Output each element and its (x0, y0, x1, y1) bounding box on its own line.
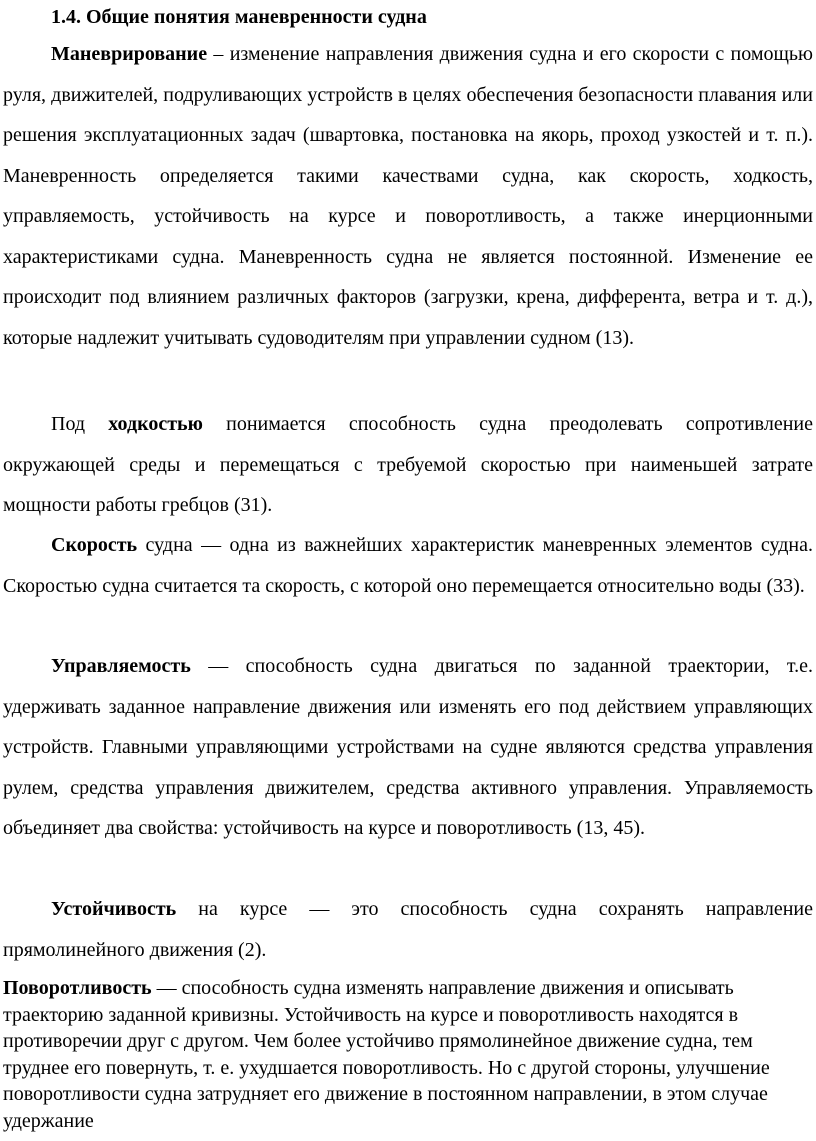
paragraph-text: — способность судна изменять направление движения и описывать траекторию заданной кривизны. Устойчивость на курсе и поворотливость находятся в противоречии друг с другом. Чем более устойчиво прямолинейное движение судна, тем труднее его повернуть, т. е. ухудшается поворотливость. Но с другой стороны, улучшение поворотливости судна затрудняет его движение в постоянном направлении, в этом случае удержание (3, 977, 770, 1132)
paragraph-speed (3, 525, 813, 606)
paragraph-maneuvering (3, 34, 813, 358)
paragraph-text: судна — одна из важнейших характеристик маневренных элементов судна. Скоростью судна считается та скорость, с которой оно перемещается относительно воды (33). (3, 534, 813, 597)
paragraph-text: понимается способность судна преодолевать сопротивление окружающей среды и перемещаться с требуемой скоростью при наименьшей затрате мощности работы гребцов (31). (3, 413, 813, 516)
term-maneuvering: Маневрирование (51, 43, 208, 65)
paragraph-turnability (3, 975, 813, 1134)
paragraph-text: – изменение направления движения судна и его скорости с помощью руля, движителей, подруливающих устройств в целях обеспечения безопасности плавания или решения эксплуатационных задач (швартовка, постановка на якорь, проход узкостей и т. п.). Маневренность определяется такими качествами судна, как скорость, ходкость, управляемость, устойчивость на курсе и поворотливость, а также инерционными характеристиками судна. Маневренность судна не является постоянной. Изменение ее происходит под влиянием различных факторов (загрузки, крена, дифферента, ветра и т. д.), которые надлежит учитывать судоводителям при управлении судном (13). (3, 43, 813, 349)
term-speed: Скорость (51, 534, 138, 556)
paragraph-prefix: Под (51, 413, 109, 435)
term-turnability: Поворотливость (3, 977, 152, 999)
section-heading: 1.4. Общие понятия маневренности судна (51, 6, 427, 28)
term-course-stability: Устойчивость (51, 898, 177, 920)
term-controllability: Управляемость (51, 655, 191, 677)
paragraph-course-stability (3, 889, 813, 970)
paragraph-text: — способность судна двигаться по заданной траектории, т.е. удерживать заданное направление движения или изменять его под действием управляющих устройств. Главными управляющими устройствами на судне являются средства управления рулем, средства управления движителем, средства активного управления. Управляемость объединяет два свойства: устойчивость на курсе и поворотливость (13, 45). (3, 655, 813, 839)
paragraph-propulsion (3, 404, 813, 526)
paragraph-text: на курсе — это способность судна сохранять направление прямолинейного движения (2). (3, 898, 813, 961)
term-propulsion: ходкостью (108, 413, 203, 435)
paragraph-controllability (3, 646, 813, 849)
